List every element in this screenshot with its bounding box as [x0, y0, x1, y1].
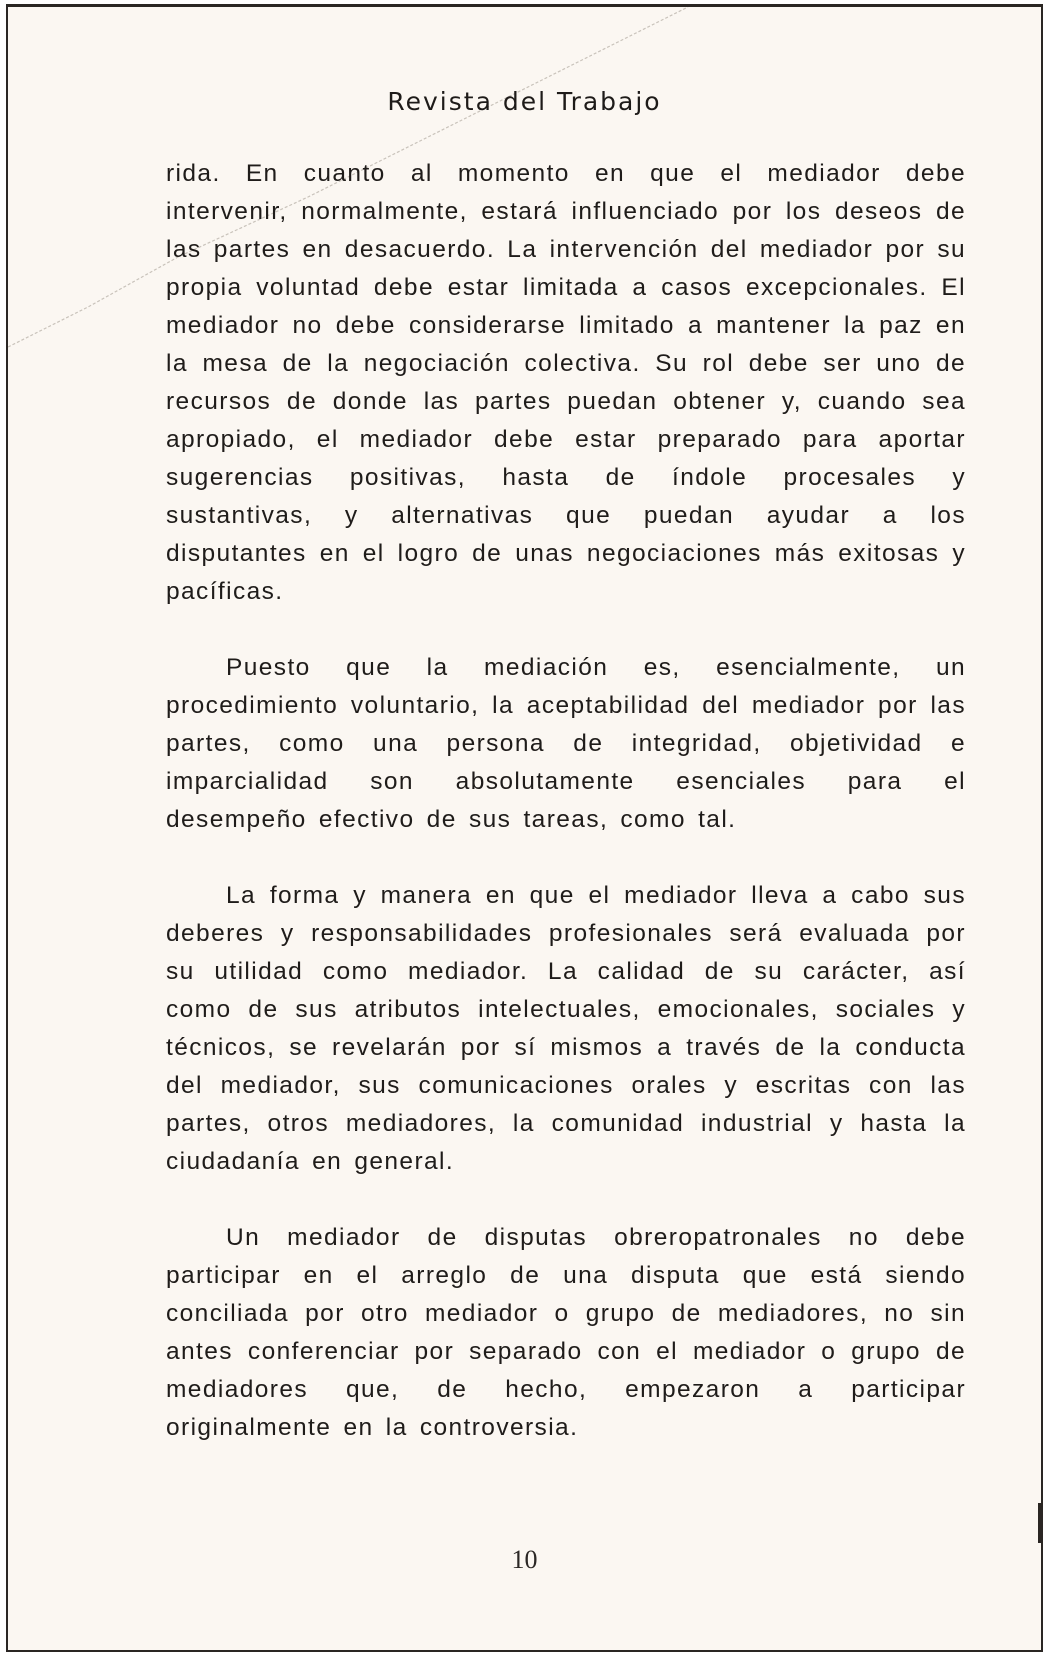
paragraph-3: La forma y manera en que el mediador lleva a cabo sus deberes y responsabilidades profesionales será evaluada por su utilidad como mediador. La calidad de su carácter, así como de sus atributos intelectuales, emocionales, sociales y técnicos, se revelarán por sí mismos a través de la conducta del mediador, sus comunicaciones orales y escritas con las partes, otros mediadores, la comunidad industrial y hasta la ciudadanía en general.	[166, 882, 966, 1175]
paragraph-4: Un mediador de disputas obreropatronales no debe participar en el arreglo de una disputa que está siendo conciliada por otro mediador o grupo de mediadores, no sin antes conferenciar por separado con el mediador o grupo de mediadores que, de hecho, empezaron a participar originalmente en la controversia.	[166, 1224, 966, 1441]
page-number: 10	[511, 1545, 538, 1574]
paragraph-1: rida. En cuanto al momento en que el mediador debe intervenir, normalmente, estará influenciado por los deseos de las partes en desacuerdo. La intervención del mediador por su propia voluntad debe estar limitada a casos excepcionales. El mediador no debe considerarse limitado a mantener la paz en la mesa de la negociación colectiva. Su rol debe ser uno de recursos de donde las partes puedan obtener y, cuando sea apropiado, el mediador debe estar preparado para aportar sugerencias positivas, hasta de índole procesales y sustantivas, y alternativas que puedan ayudar a los disputantes en el logro de unas negociaciones más exitosas y pacíficas.	[166, 160, 966, 605]
running-title: Revista del Trabajo	[387, 87, 662, 116]
paragraph-2: Puesto que la mediación es, esencialmente, un procedimiento voluntario, la aceptabilidad del mediador por las partes, como una persona de integridad, objetividad e imparcialidad son absolutamente esenciales para el desempeño efectivo de sus tareas, como tal.	[166, 654, 966, 833]
document-page	[6, 4, 1043, 1652]
page-edge-mark	[1038, 1503, 1041, 1543]
body-text	[166, 155, 966, 1485]
